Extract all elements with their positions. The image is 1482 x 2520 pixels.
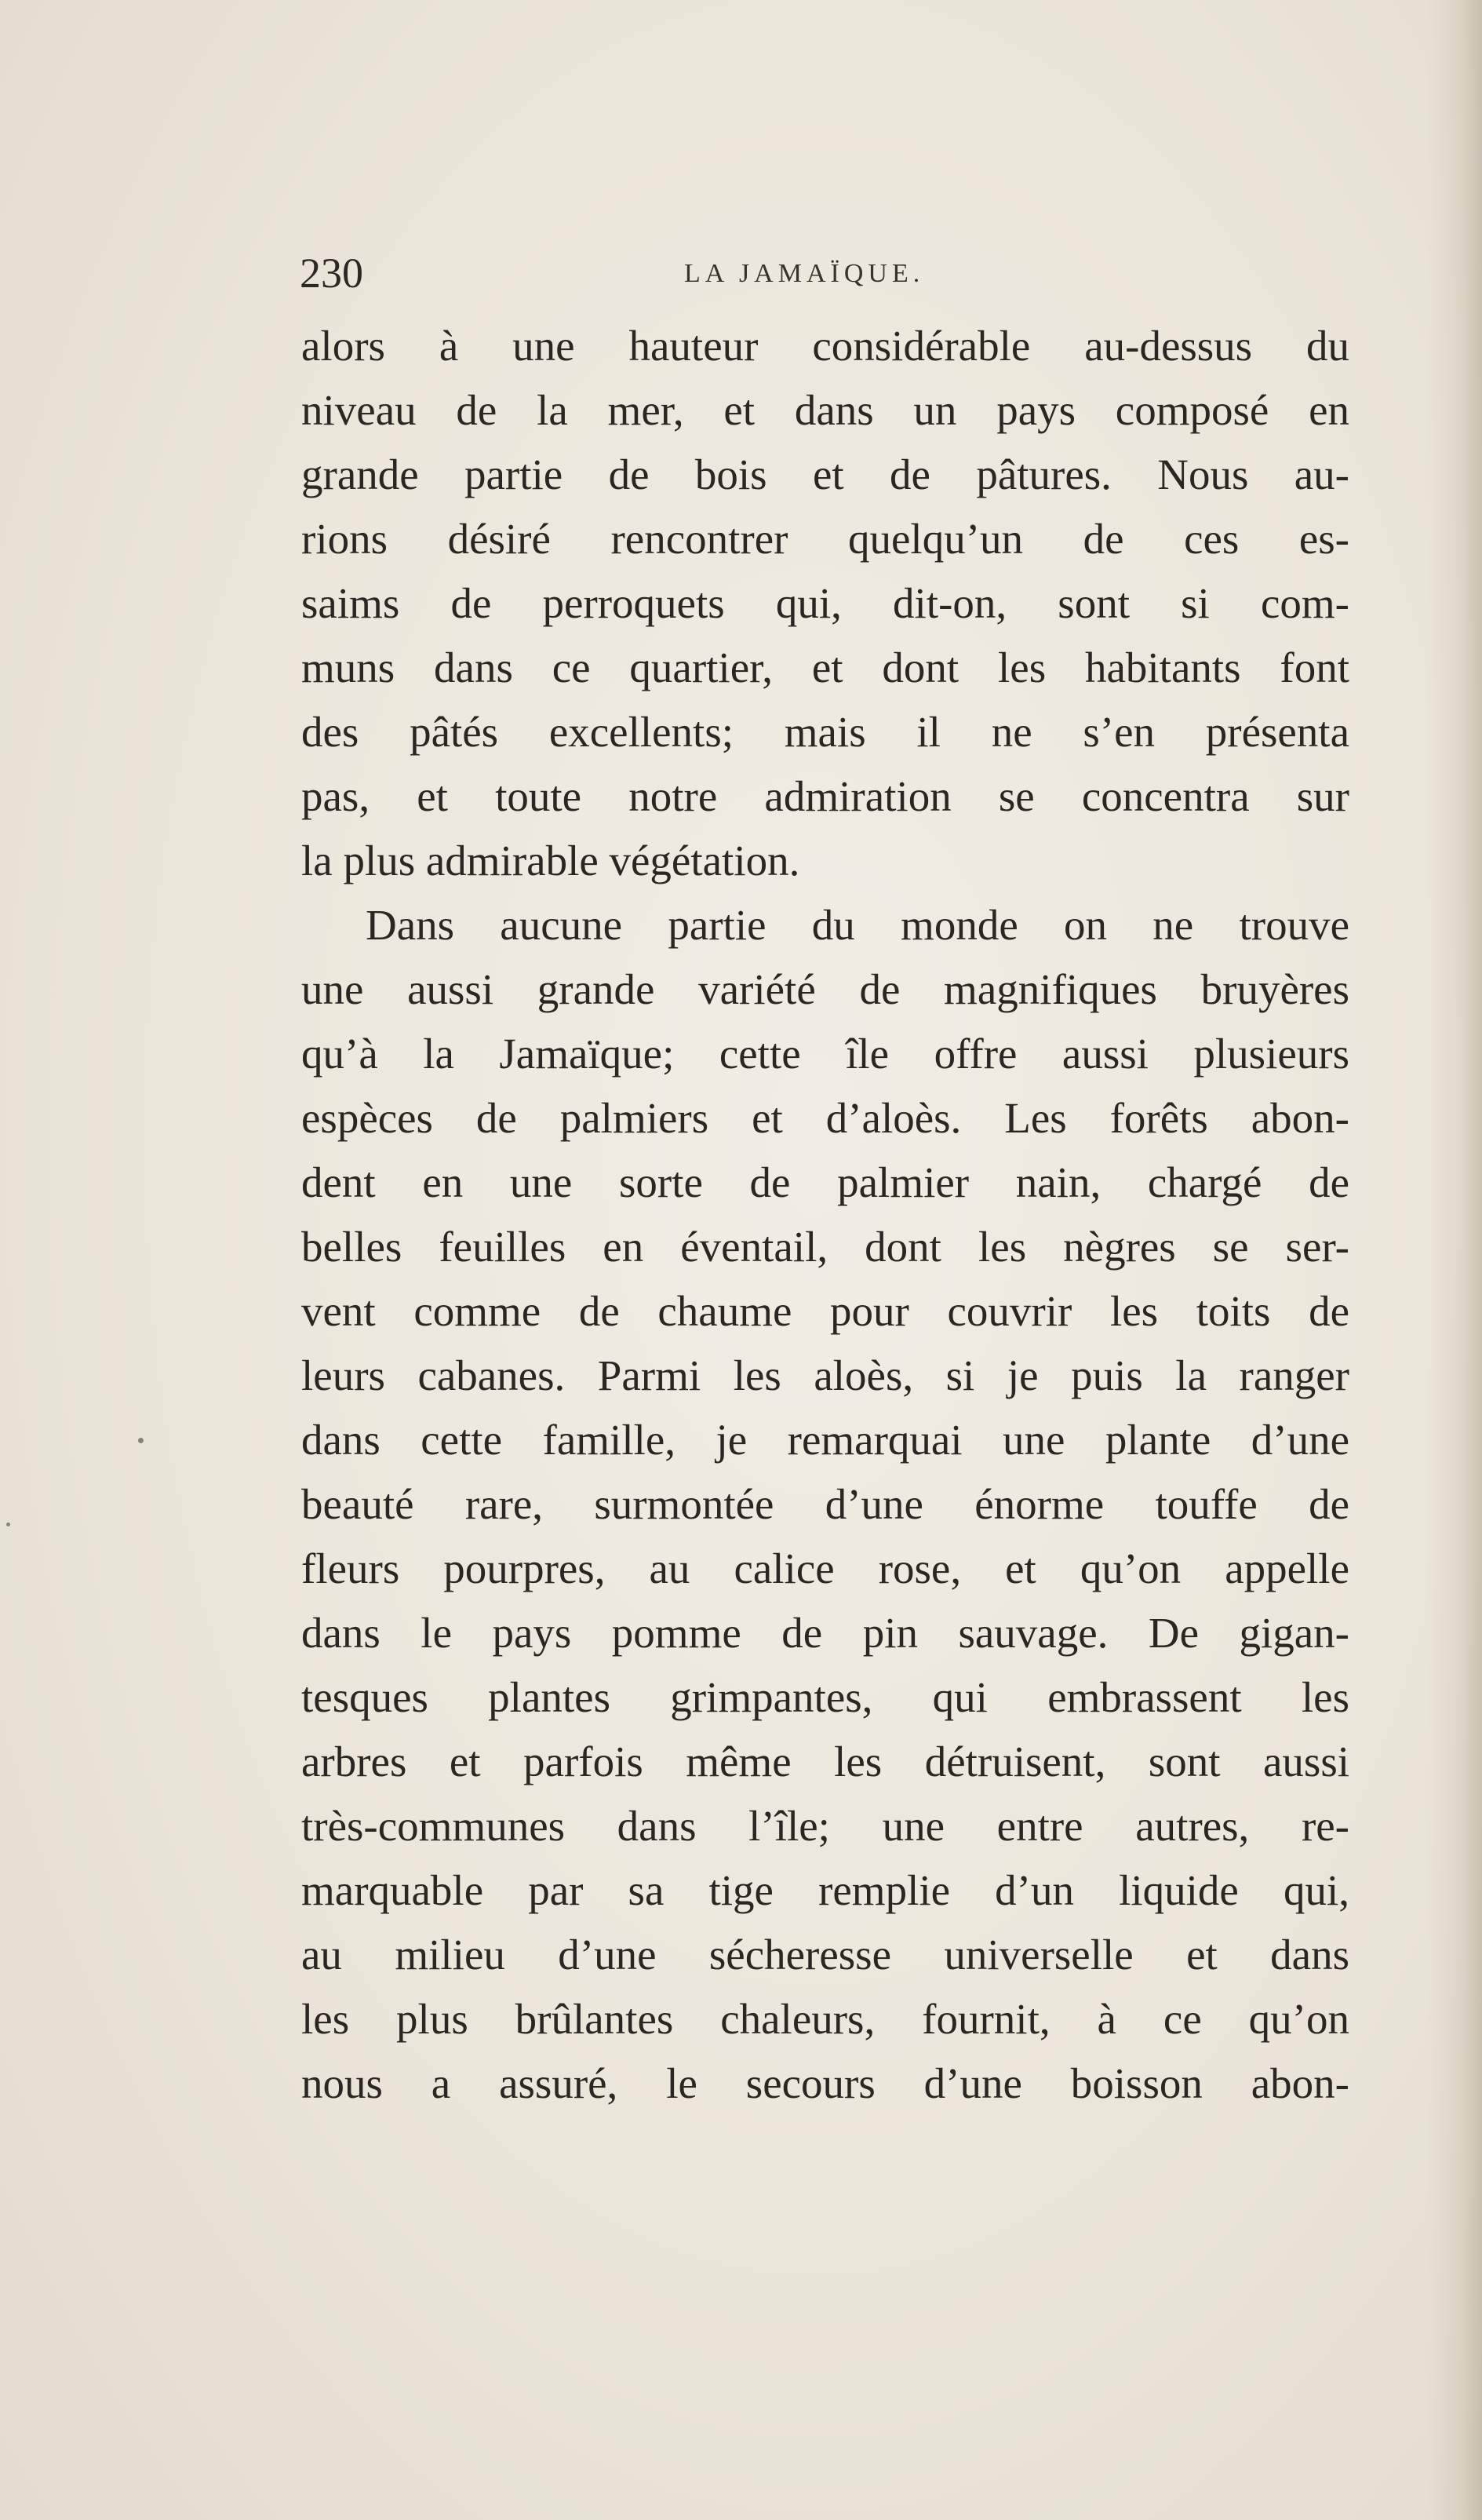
text-line: dans le pays pomme de pin sauvage. De gigan- [301, 1609, 1349, 1657]
page-number: 230 [300, 250, 363, 297]
text-line: les plus brûlantes chaleurs, fournit, à ce qu’on [301, 1995, 1349, 2043]
text-line: rions désiré rencontrer quelqu’un de ces es- [301, 515, 1349, 563]
text-line: nous a assuré, le secours d’une boisson abon- [301, 2059, 1349, 2107]
text-line: tesques plantes grimpantes, qui embrassent les [301, 1673, 1349, 1721]
text-line: belles feuilles en éventail, dont les nègres se ser- [301, 1223, 1349, 1271]
text-line: vent comme de chaume pour couvrir les toits de [301, 1287, 1349, 1335]
body-text [301, 314, 1349, 2116]
paragraph-2 [301, 893, 1349, 2116]
text-line: arbres et parfois même les détruisent, sont aussi [301, 1738, 1349, 1785]
text-line: très-communes dans l’île; une entre autres, re- [301, 1802, 1349, 1850]
paper-speck [138, 1438, 144, 1443]
text-line: fleurs pourpres, au calice rose, et qu’on appelle [301, 1544, 1349, 1592]
text-line: dent en une sorte de palmier nain, chargé de [301, 1158, 1349, 1206]
text-line: des pâtés excellents; mais il ne s’en présenta [301, 708, 1349, 756]
text-line: leurs cabanes. Parmi les aloès, si je puis la ranger [301, 1351, 1349, 1399]
running-head [300, 250, 1359, 297]
text-line: muns dans ce quartier, et dont les habitants font [301, 644, 1349, 691]
text-line: qu’à la Jamaïque; cette île offre aussi plusieurs [301, 1030, 1349, 1078]
text-line: dans cette famille, je remarquai une plante d’une [301, 1416, 1349, 1464]
text-line: alors à une hauteur considérable au-dessus du [301, 322, 1349, 370]
running-title: LA JAMAÏQUE. [684, 259, 925, 288]
text-line: la plus admirable végétation. [301, 837, 800, 884]
text-line: beauté rare, surmontée d’une énorme touffe de [301, 1480, 1349, 1528]
paper-speck [6, 1523, 10, 1526]
paragraph-1 [301, 314, 1349, 893]
text-line: marquable par sa tige remplie d’un liquide qui, [301, 1866, 1349, 1914]
text-line: au milieu d’une sécheresse universelle et dans [301, 1931, 1349, 1978]
text-line: espèces de palmiers et d’aloès. Les forêts abon- [301, 1094, 1349, 1142]
text-line: saims de perroquets qui, dit-on, sont si com- [301, 579, 1349, 627]
text-line: pas, et toute notre admiration se concentra sur [301, 772, 1349, 820]
text-line: niveau de la mer, et dans un pays composé en [301, 386, 1349, 434]
page-edge-shadow [1427, 0, 1482, 2520]
text-line: grande partie de bois et de pâtures. Nous au- [301, 450, 1349, 498]
text-line: une aussi grande variété de magnifiques bruyères [301, 965, 1349, 1013]
text-line: Dans aucune partie du monde on ne trouve [366, 901, 1349, 949]
